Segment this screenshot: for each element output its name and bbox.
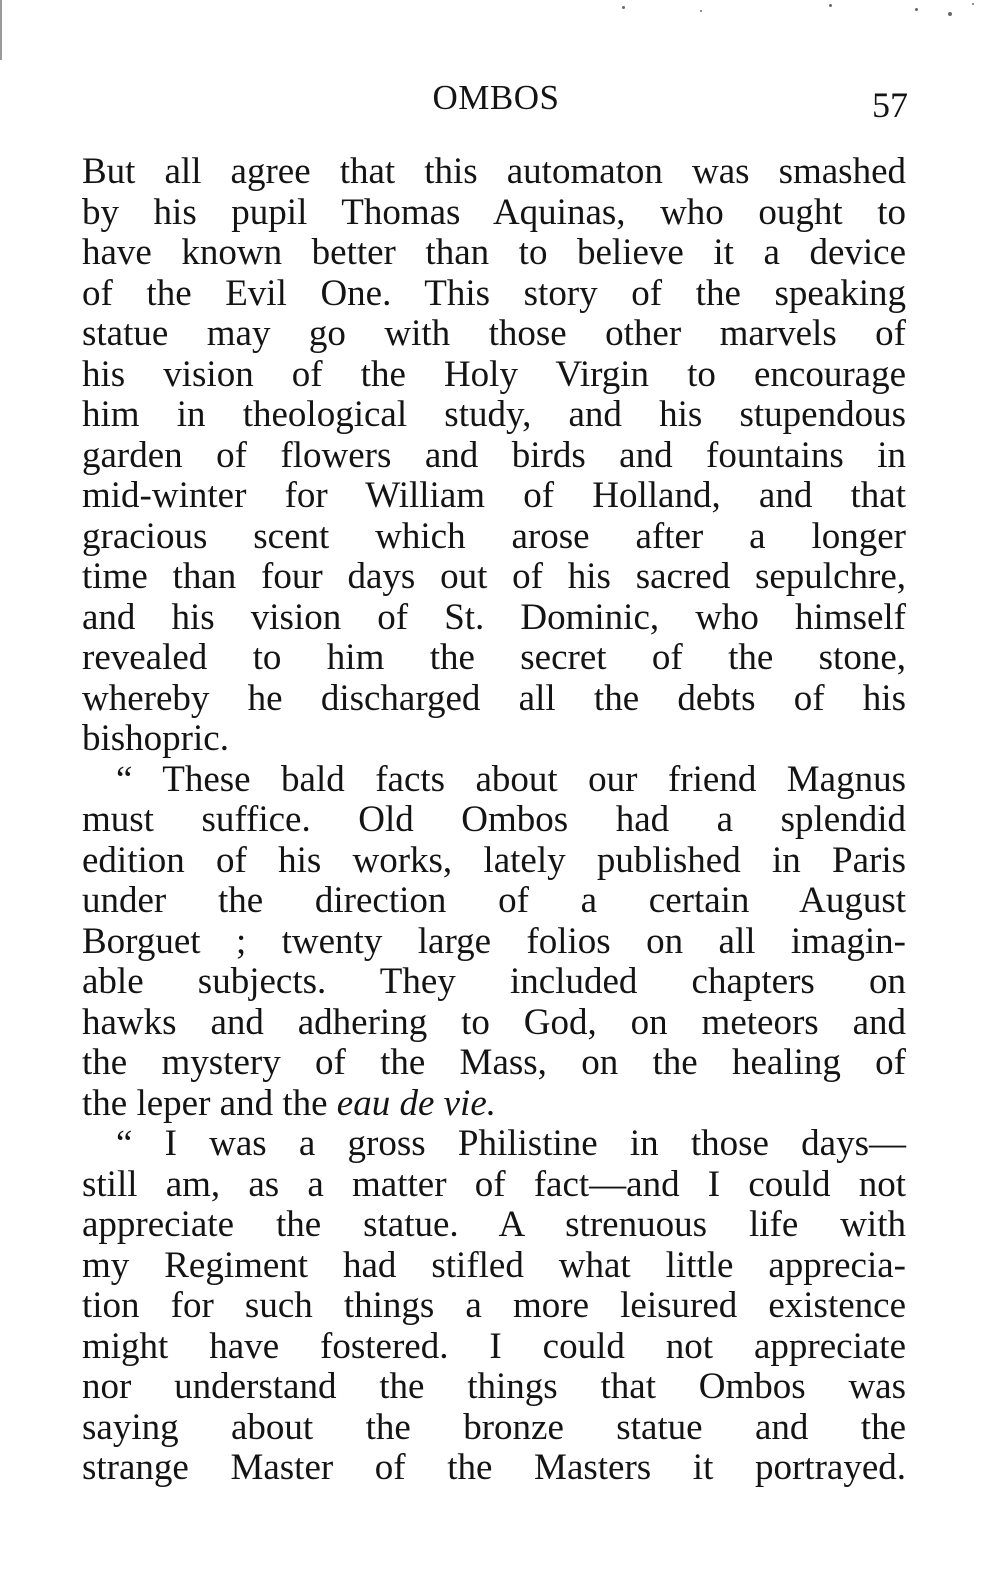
text-line: saying about the bronze statue and the	[82, 1406, 906, 1448]
text-line: strange Master of the Masters it portrayed.	[82, 1447, 906, 1488]
text-line: mid-winter for William of Holland, and that	[82, 475, 906, 516]
text-line: have known better than to believe it a device	[82, 232, 906, 273]
text-line-paragraph-start: “ I was a gross Philistine in those days—	[116, 1123, 906, 1164]
text-line: the mystery of the Mass, on the healing of	[82, 1042, 906, 1083]
text-line: able subjects. They included chapters on	[82, 961, 906, 1002]
text-line: of the Evil One. This story of the speaking	[82, 272, 906, 314]
text-line: must suffice. Old Ombos had a splendid	[82, 799, 906, 840]
text-line: statue may go with those other marvels of	[82, 313, 906, 354]
scan-speck	[622, 6, 625, 9]
text-line: tion for such things a more leisured existence	[82, 1285, 906, 1326]
text-run: the leper and the	[82, 1082, 328, 1124]
scan-speck	[829, 4, 832, 7]
text-line: nor understand the things that Ombos was	[82, 1366, 906, 1407]
text-line-paragraph-start: “ These bald facts about our friend Magnus	[116, 758, 906, 800]
text-line: hawks and adhering to God, on meteors and	[82, 1001, 906, 1043]
italic-phrase: eau de vie.	[336, 1082, 497, 1124]
text-line: my Regiment had stifled what little apprecia-	[82, 1244, 906, 1286]
scan-speck	[700, 10, 702, 12]
scan-speck	[948, 12, 952, 16]
text-line: edition of his works, lately published in Paris	[82, 839, 906, 881]
text-line: whereby he discharged all the debts of his	[82, 677, 906, 719]
running-title: OMBOS	[432, 78, 560, 117]
scan-speck	[972, 3, 974, 5]
scan-speck	[915, 8, 918, 11]
text-line: time than four days out of his sacred sepulchre,	[82, 556, 906, 597]
text-line-paragraph-end: bishopric.	[82, 718, 229, 759]
text-line: by his pupil Thomas Aquinas, who ought to	[82, 191, 906, 233]
text-line: under the direction of a certain August	[82, 880, 906, 921]
text-line: and his vision of St. Dominic, who himself	[82, 596, 906, 638]
text-line: But all agree that this automaton was smashed	[82, 151, 906, 192]
running-head	[84, 78, 908, 128]
page-number: 57	[872, 85, 908, 125]
text-line-paragraph-end	[82, 1084, 906, 1125]
body-text	[82, 152, 906, 1489]
text-line: Borguet ; twenty large folios on all imagin-	[82, 920, 906, 962]
text-line: garden of flowers and birds and fountains in	[82, 434, 906, 476]
text-line: appreciate the statue. A strenuous life with	[82, 1204, 906, 1245]
text-line: revealed to him the secret of the stone,	[82, 637, 906, 678]
text-line: might have fostered. I could not appreciate	[82, 1325, 906, 1367]
text-line: still am, as a matter of fact—and I could not	[82, 1163, 906, 1205]
text-line: gracious scent which arose after a longer	[82, 515, 906, 557]
text-line: his vision of the Holy Virgin to encourage	[82, 353, 906, 395]
text-line: him in theological study, and his stupendous	[82, 394, 906, 435]
scan-edge-mark	[0, 0, 2, 60]
